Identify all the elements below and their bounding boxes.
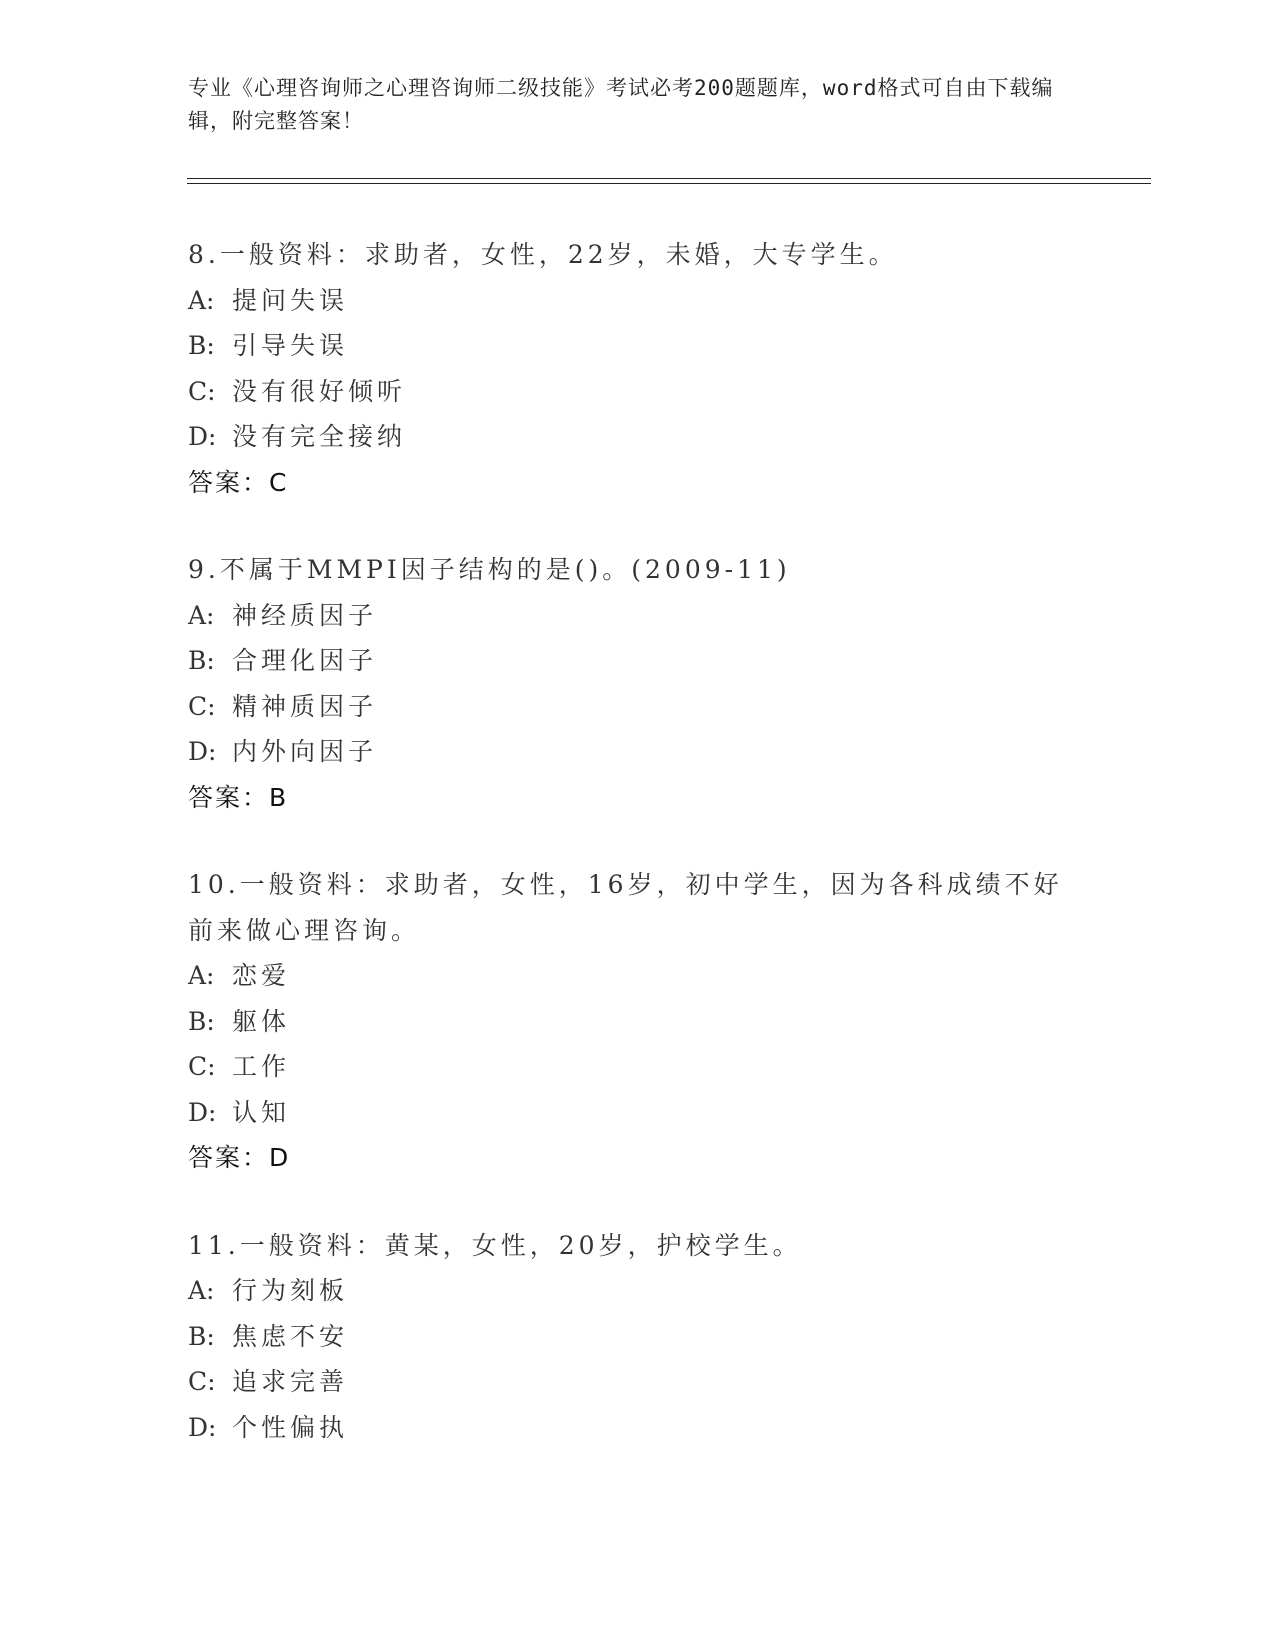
question-item bbox=[188, 1223, 1088, 1451]
option-key: A: bbox=[188, 285, 215, 315]
option-text: 个性偏执 bbox=[232, 1412, 349, 1442]
option-d bbox=[188, 1090, 1088, 1136]
option-b bbox=[188, 638, 1088, 684]
option-b bbox=[188, 323, 1088, 369]
header-divider-top bbox=[187, 178, 1151, 179]
option-key: B: bbox=[188, 646, 215, 675]
option-a bbox=[188, 278, 1088, 324]
option-key: C: bbox=[188, 1367, 216, 1396]
question-item bbox=[188, 862, 1088, 1181]
option-text: 躯体 bbox=[232, 1006, 291, 1036]
option-key: D: bbox=[188, 1412, 217, 1442]
option-key: A: bbox=[188, 961, 215, 990]
option-text: 工作 bbox=[232, 1052, 291, 1081]
question-list bbox=[188, 232, 1088, 1492]
question-item bbox=[188, 547, 1088, 820]
option-c bbox=[188, 1044, 1088, 1090]
answer-line: 答案：D bbox=[188, 1143, 291, 1172]
option-text: 精神质因子 bbox=[232, 691, 378, 721]
question-stem: 8.一般资料：求助者，女性，22岁，未婚，大专学生。 bbox=[188, 240, 898, 269]
option-text: 神经质因子 bbox=[232, 600, 378, 630]
question-stem: 10.一般资料：求助者，女性，16岁，初中学生，因为各科成绩不好前来做心理咨询。 bbox=[188, 870, 1063, 945]
option-text: 追求完善 bbox=[232, 1367, 349, 1396]
option-key: B: bbox=[188, 1006, 215, 1036]
option-key: D: bbox=[188, 1097, 217, 1127]
option-text: 合理化因子 bbox=[232, 646, 378, 675]
option-a bbox=[188, 593, 1088, 639]
option-text: 提问失误 bbox=[232, 285, 349, 315]
option-text: 内外向因子 bbox=[232, 737, 378, 766]
answer-line: 答案：B bbox=[188, 782, 289, 812]
option-key: C: bbox=[188, 691, 216, 721]
question-stem: 9.不属于MMPI因子结构的是()。(2009-11) bbox=[188, 555, 791, 584]
option-text: 恋爱 bbox=[232, 961, 291, 990]
question-stem: 11.一般资料：黄某，女性，20岁，护校学生。 bbox=[188, 1230, 802, 1260]
option-text: 没有很好倾听 bbox=[232, 376, 407, 406]
option-key: B: bbox=[188, 1321, 215, 1351]
option-b bbox=[188, 999, 1088, 1045]
option-key: C: bbox=[188, 1052, 216, 1081]
option-text: 焦虑不安 bbox=[232, 1321, 349, 1351]
option-a bbox=[188, 953, 1088, 999]
option-key: D: bbox=[188, 422, 217, 451]
option-key: C: bbox=[188, 376, 216, 406]
option-c bbox=[188, 684, 1088, 730]
option-c bbox=[188, 369, 1088, 415]
option-text: 认知 bbox=[232, 1097, 291, 1127]
option-a bbox=[188, 1268, 1088, 1314]
question-item bbox=[188, 232, 1088, 505]
option-key: D: bbox=[188, 737, 217, 766]
option-text: 行为刻板 bbox=[232, 1276, 349, 1305]
document-header: 专业《心理咨询师之心理咨询师二级技能》考试必考200题题库，word格式可自由下载编辑，附完整答案！ bbox=[188, 76, 1054, 133]
option-text: 没有完全接纳 bbox=[232, 422, 407, 451]
option-key: A: bbox=[188, 600, 215, 630]
header-divider-bottom bbox=[187, 183, 1151, 184]
option-c bbox=[188, 1359, 1088, 1405]
option-text: 引导失误 bbox=[232, 331, 349, 360]
option-d bbox=[188, 729, 1088, 775]
option-key: B: bbox=[188, 331, 215, 360]
answer-line: 答案：C bbox=[188, 467, 289, 497]
option-d bbox=[188, 414, 1088, 460]
option-b bbox=[188, 1314, 1088, 1360]
option-d bbox=[188, 1405, 1088, 1451]
option-key: A: bbox=[188, 1276, 215, 1305]
